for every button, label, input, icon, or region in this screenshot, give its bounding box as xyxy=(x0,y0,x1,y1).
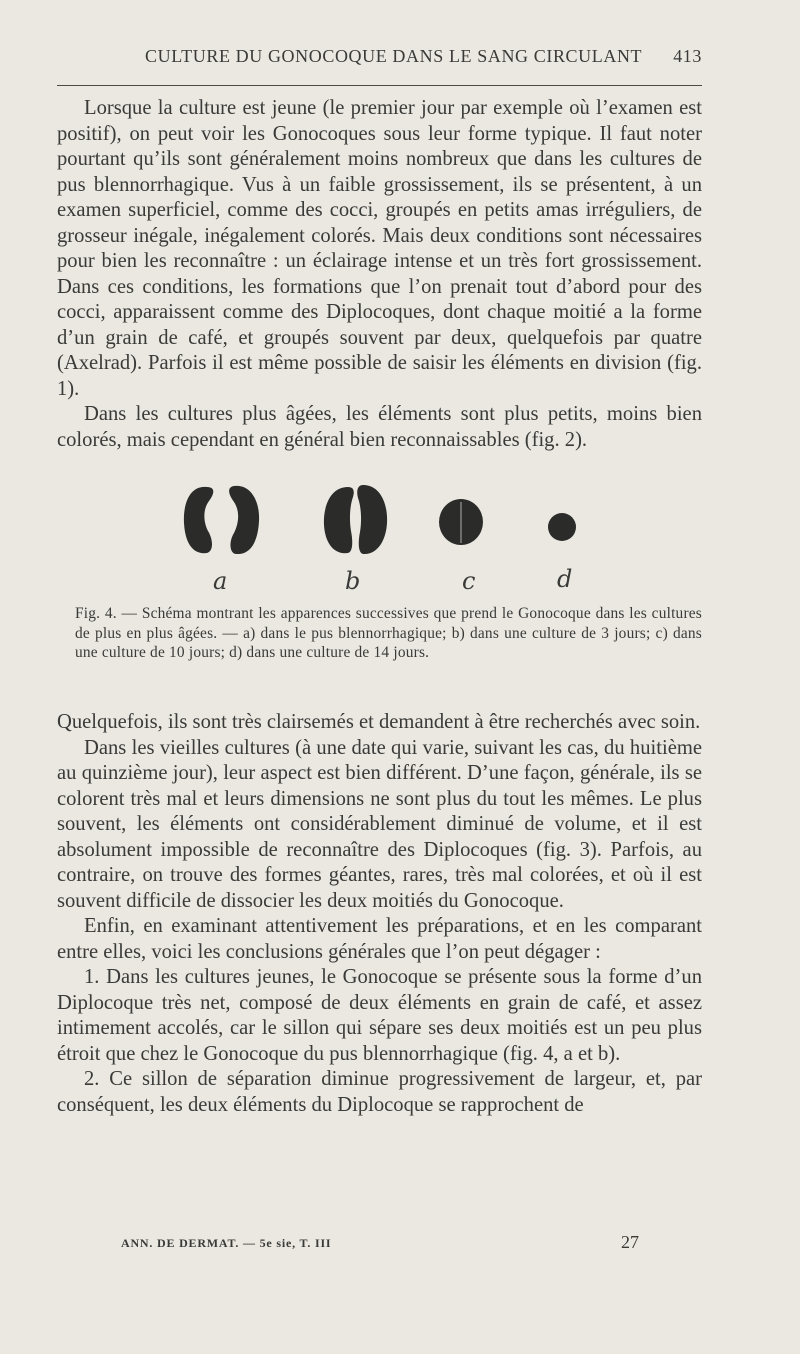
paragraph: Quelquefois, ils sont très clairsemés et demandent à être recherchés avec soin. xyxy=(57,711,701,733)
diplococcus-b xyxy=(324,485,387,554)
running-title: CULTURE DU GONOCOQUE DANS LE SANG CIRCULANT xyxy=(145,46,643,66)
diplococcus-c xyxy=(439,499,483,545)
figure-label-b: b xyxy=(345,567,361,595)
paragraph: Dans les vieilles cultures (à une date qui varie, suivant les cas, du huitième au quinzième jour), leur aspect est bien différent. D’une façon, générale, ils se colorent très mal et leurs dimensions ne sont plus du tout les mêmes. Le plus souvent, les éléments ont considérablement diminué de volume, et il est absolument impossible de reconnaître des Diplocoques (fig. 3). Parfois, au contraire, on trouve des formes géantes, rares, très mal colorées, et où il est souvent difficile de dissocier les deux moitiés du Gonocoque. xyxy=(57,736,702,912)
paragraph: Dans les cultures plus âgées, les éléments sont plus petits, moins bien colorés, mais cependant en général bien reconnaissables (fig. 2). xyxy=(57,403,702,451)
paragraph: 2. Ce sillon de séparation diminue progressivement de largeur, et, par conséquent, les deux éléments du Diplocoque se rapprochent de xyxy=(57,1068,702,1116)
text-block-top xyxy=(57,96,702,453)
figure-label-d: d xyxy=(557,565,573,593)
coccus-d xyxy=(548,513,576,541)
figure-label-c: c xyxy=(462,567,476,595)
journal-reference: ANN. DE DERMAT. — 5e sie, T. III xyxy=(121,1236,332,1250)
figure-4 xyxy=(57,475,702,600)
paragraph: Enfin, en examinant attentivement les préparations, et en les comparant entre elles, voici les conclusions générales que l’on peut dégager : xyxy=(57,915,702,963)
page-footer xyxy=(57,1232,702,1258)
paragraph: 1. Dans les cultures jeunes, le Gonocoque se présente sous la forme d’un Diplocoque très net, composé de deux éléments en grain de café, et assez intimement accolés, car le sillon qui sépare ses deux moitiés est un peu plus étroit que chez le Gonocoque du pus blennorrhagique (fig. 4, a et b). xyxy=(57,966,702,1065)
signature-mark: 27 xyxy=(621,1232,639,1252)
diplococcus-a xyxy=(184,486,259,554)
paragraph: Lorsque la culture est jeune (le premier jour par exemple où l’examen est positif), on peut voir les Gonocoques sous leur forme typique. Il faut noter pourtant qu’ils sont généralement moins nombreux que dans les cultures de pus blennorrhagique. Vus à un faible grossissement, ils se présentent, à un examen superficiel, comme des cocci, groupés en petits amas irréguliers, de grosseur inégale, inégalement colorés. Mais deux conditions sont nécessaires pour bien les reconnaître : un éclairage intense et un très fort grossissement. Dans ces conditions, les formations que l’on prenait tout d’abord pour des cocci, apparaissent comme des Diplocoques, dont chaque moitié a la forme d’un grain de café, et groupés souvent par deux, quelquefois par quatre (Axelrad). Parfois il est même possible de saisir les éléments en division (fig. 1). xyxy=(57,97,702,400)
figure-caption: Fig. 4. — Schéma montrant les apparences successives que prend le Gonocoque dans les cultures de plus en plus âgées. — a) dans le pus blennorrhagique; b) dans une culture de 3 jours; c) dans une culture de 10 jours; d) dans une culture de 14 jours. xyxy=(75,605,702,661)
figure-illustration xyxy=(57,475,702,600)
page-number: 413 xyxy=(673,46,702,66)
text-block-bottom xyxy=(57,710,702,1118)
book-page xyxy=(57,0,702,1354)
figure-label-a: a xyxy=(213,567,228,595)
header-rule xyxy=(57,85,702,86)
running-head xyxy=(57,46,702,74)
